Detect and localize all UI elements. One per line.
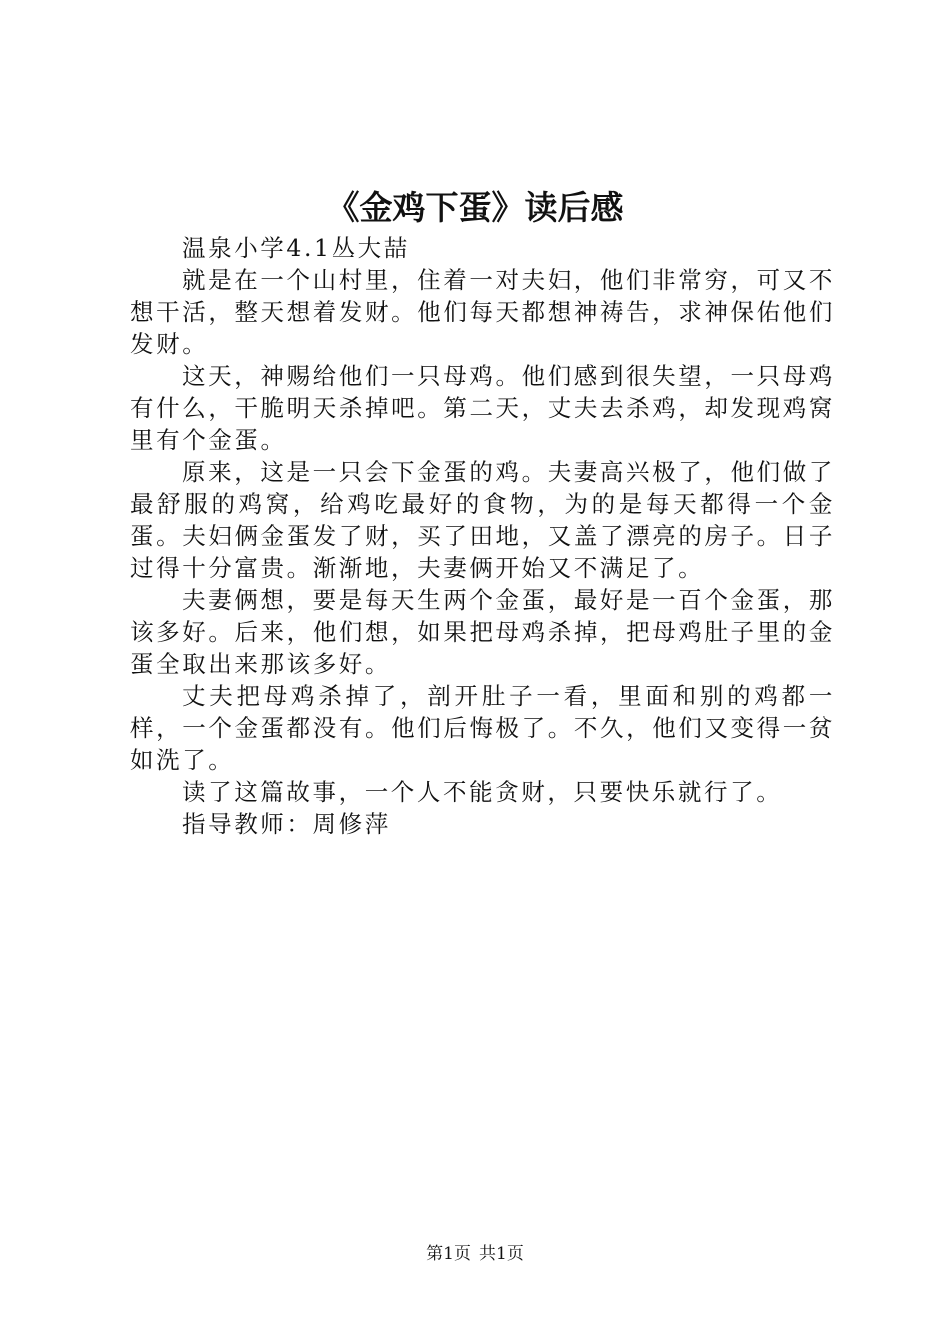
paragraph-3: 原来，这是一只会下金蛋的鸡。夫妻高兴极了，他们做了最舒服的鸡窝，给鸡吃最好的食物，为的是每天都得一个金蛋。夫妇俩金蛋发了财，买了田地，又盖了漂亮的房子。日子过得十分富贵。渐渐地，夫妻俩开始又不满足了。 [130,458,835,582]
paragraph-5: 丈夫把母鸡杀掉了，剖开肚子一看，里面和别的鸡都一样，一个金蛋都没有。他们后悔极了。不久，他们又变得一贫如洗了。 [130,682,835,774]
paragraph-6: 读了这篇故事，一个人不能贪财，只要快乐就行了。 [182,778,783,806]
page-total: 共1页 [479,1244,524,1264]
paragraph-2: 这天，神赐给他们一只母鸡。他们感到很失望，一只母鸡有什么，干脆明天杀掉吧。第二天，丈夫去杀鸡，却发现鸡窝里有个金蛋。 [130,362,835,454]
paragraph-4: 夫妻俩想，要是每天生两个金蛋，最好是一百个金蛋，那该多好。后来，他们想，如果把母鸡杀掉，把母鸡肚子里的金蛋全取出来那该多好。 [130,586,835,678]
teacher-line: 指导教师：周修萍 [182,810,391,838]
paragraph-1: 就是在一个山村里，住着一对夫妇，他们非常穷，可又不想干活，整天想着发财。他们每天都想神祷告，求神保佑他们发财。 [130,266,835,358]
author-line: 温泉小学4.1丛大喆 [182,234,410,262]
document-title: 《金鸡下蛋》读后感 [326,188,624,227]
page-number: 第1页 [426,1244,471,1264]
page-footer [0,1242,950,1266]
document-body [130,232,835,840]
